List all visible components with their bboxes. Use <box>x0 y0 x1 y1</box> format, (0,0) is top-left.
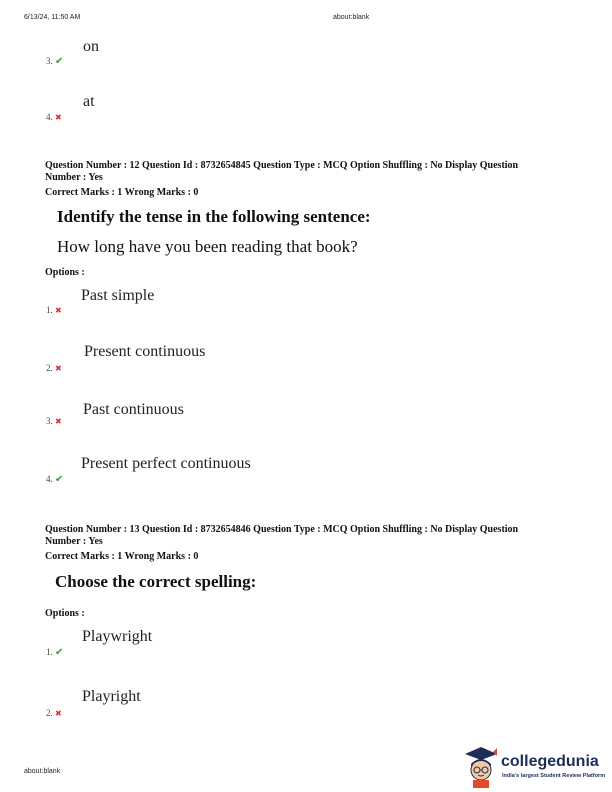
options-label: Options : <box>45 267 85 278</box>
print-footer-url: about:blank <box>24 768 61 775</box>
option-number: 1. ✖ <box>46 305 62 315</box>
cross-icon: ✖ <box>55 306 62 315</box>
option-number: 4. ✔ <box>46 474 64 485</box>
cross-icon: ✖ <box>55 709 62 718</box>
option-text: Playwright <box>82 628 153 645</box>
question-marks: Correct Marks : 1 Wrong Marks : 0 <box>45 187 199 198</box>
option-text: at <box>83 93 95 110</box>
option-text: on <box>83 38 99 55</box>
question-meta: Question Number : 12 Question Id : 8732654845 Question Type : MCQ Option Shuffling : No Display Question Number : Yes <box>45 160 519 183</box>
print-title: about:blank <box>333 14 370 21</box>
question-prompt: Choose the correct spelling: <box>55 572 257 591</box>
option-text: Present continuous <box>84 343 206 360</box>
print-datetime: 6/13/24, 11:50 AM <box>24 14 81 21</box>
option-number: 4. ✖ <box>46 112 62 122</box>
option-number: 3. ✔ <box>46 56 64 67</box>
option-number: 2. ✖ <box>46 363 62 373</box>
cross-icon: ✖ <box>55 364 62 373</box>
option-text: Playright <box>82 688 141 705</box>
option-text: Past continuous <box>83 401 184 418</box>
check-icon: ✔ <box>55 474 64 485</box>
option-number: 1. ✔ <box>46 647 64 658</box>
question-sentence: How long have you been reading that book? <box>57 237 358 256</box>
question-marks: Correct Marks : 1 Wrong Marks : 0 <box>45 551 199 562</box>
logo-wordmark: collegedunia <box>501 753 599 770</box>
cross-icon: ✖ <box>55 417 62 426</box>
mascot-icon <box>459 744 499 788</box>
question-meta: Question Number : 13 Question Id : 8732654846 Question Type : MCQ Option Shuffling : No Display Question Number : Yes <box>45 524 519 547</box>
question-prompt: Identify the tense in the following sentence: <box>57 207 371 226</box>
options-label: Options : <box>45 608 85 619</box>
cross-icon: ✖ <box>55 113 62 122</box>
check-icon: ✔ <box>55 647 64 658</box>
option-text: Present perfect continuous <box>81 455 251 472</box>
option-text: Past simple <box>81 287 155 304</box>
option-number: 3. ✖ <box>46 416 62 426</box>
collegedunia-logo <box>459 744 609 788</box>
check-icon: ✔ <box>55 56 64 67</box>
option-number: 2. ✖ <box>46 708 62 718</box>
logo-tagline: India's largest Student Review Platform <box>502 773 606 779</box>
